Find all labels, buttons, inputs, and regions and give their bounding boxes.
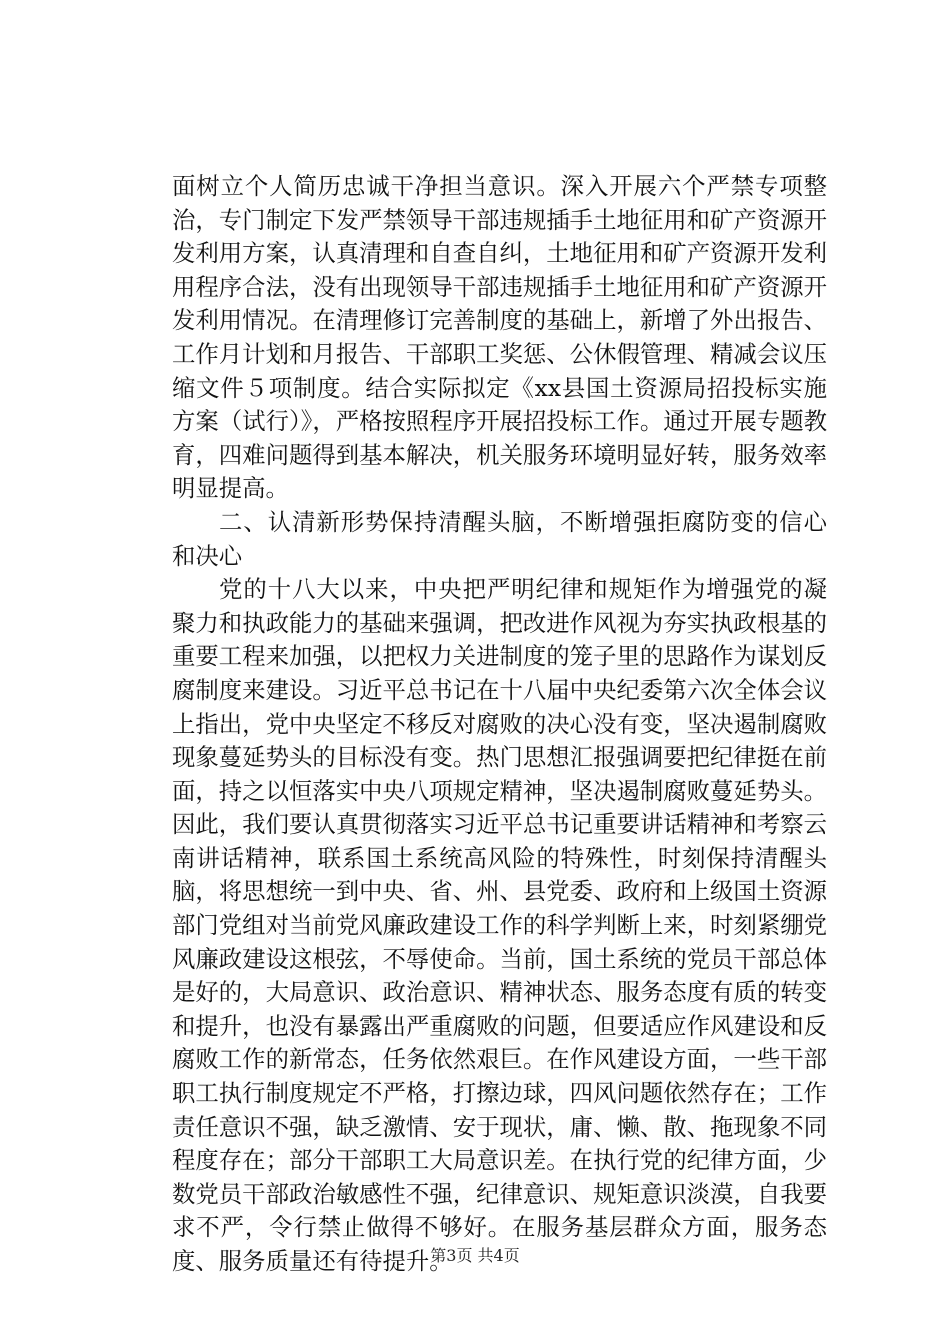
page-footer: 第3页 共4页 bbox=[430, 1246, 520, 1265]
paragraph-2: 党的十八大以来，中央把严明纪律和规矩作为增强党的凝聚力和执政能力的基础来强调，把改进作风视为夯实执政根基的重要工程来加强，以把权力关进制度的笼子里的思路作为谋划反腐制度来建设。习近平总书记在十八届中央纪委第六次全体会议上指出，党中央坚定不移反对腐败的决心没有变，坚决遏制腐败现象蔓延势头的目标没有变。热门思想汇报强调要把纪律挺在前面，持之以恒落实中央八项规定精神，坚决遏制腐败蔓延势头。因此，我们要认真贯彻落实习近平总书记重要讲话精神和考察云南讲话精神，联系国土系统高风险的特殊性，时刻保持清醒头脑，将思想统一到中央、省、州、县党委、政府和上级国土资源部门党组对当前党风廉政建设工作的科学判断上来，时刻紧绷党风廉政建设这根弦，不辱使命。当前，国土系统的党员干部总体是好的，大局意识、政治意识、精神状态、服务态度有质的转变和提升，也没有暴露出严重腐败的问题，但要适应作风建设和反腐败工作的新常态，任务依然艰巨。在作风建设方面，一些干部职工执行制度规定不严格，打擦边球，四风问题依然存在；工作责任意识不强，缺乏激情、安于现状，庸、懒、散、拖现象不同程度存在；部分干部职工大局意识差。在执行党的纪律方面，少数党员干部政治敏感性不强，纪律意识、规矩意识淡漠，自我要求不严，令行禁止做得不够好。在服务基层群众方面，服务态度、服务质量还有待提升。 bbox=[172, 575, 827, 1275]
paragraph-1: 面树立个人简历忠诚干净担当意识。深入开展六个严禁专项整治，专门制定下发严禁领导干部违规插手土地征用和矿产资源开发利用方案，认真清理和自查自纠，土地征用和矿产资源开发利用程序合法，没有出现领导干部违规插手土地征用和矿产资源开发利用情况。在清理修订完善制度的基础上，新增了外出报告、工作月计划和月报告、干部职工奖惩、公休假管理、精减会议压缩文件５项制度。结合实际拟定《xx县国土资源局招投标实施方案（试行）》，严格按照程序开展招投标工作。通过开展专题教育，四难问题得到基本解决，机关服务环境明显好转，服务效率明显提高。 bbox=[172, 172, 827, 503]
section-heading-2: 二、认清新形势保持清醒头脑，不断增强拒腐防变的信心和决心 bbox=[172, 507, 827, 570]
document-body bbox=[172, 170, 827, 1279]
